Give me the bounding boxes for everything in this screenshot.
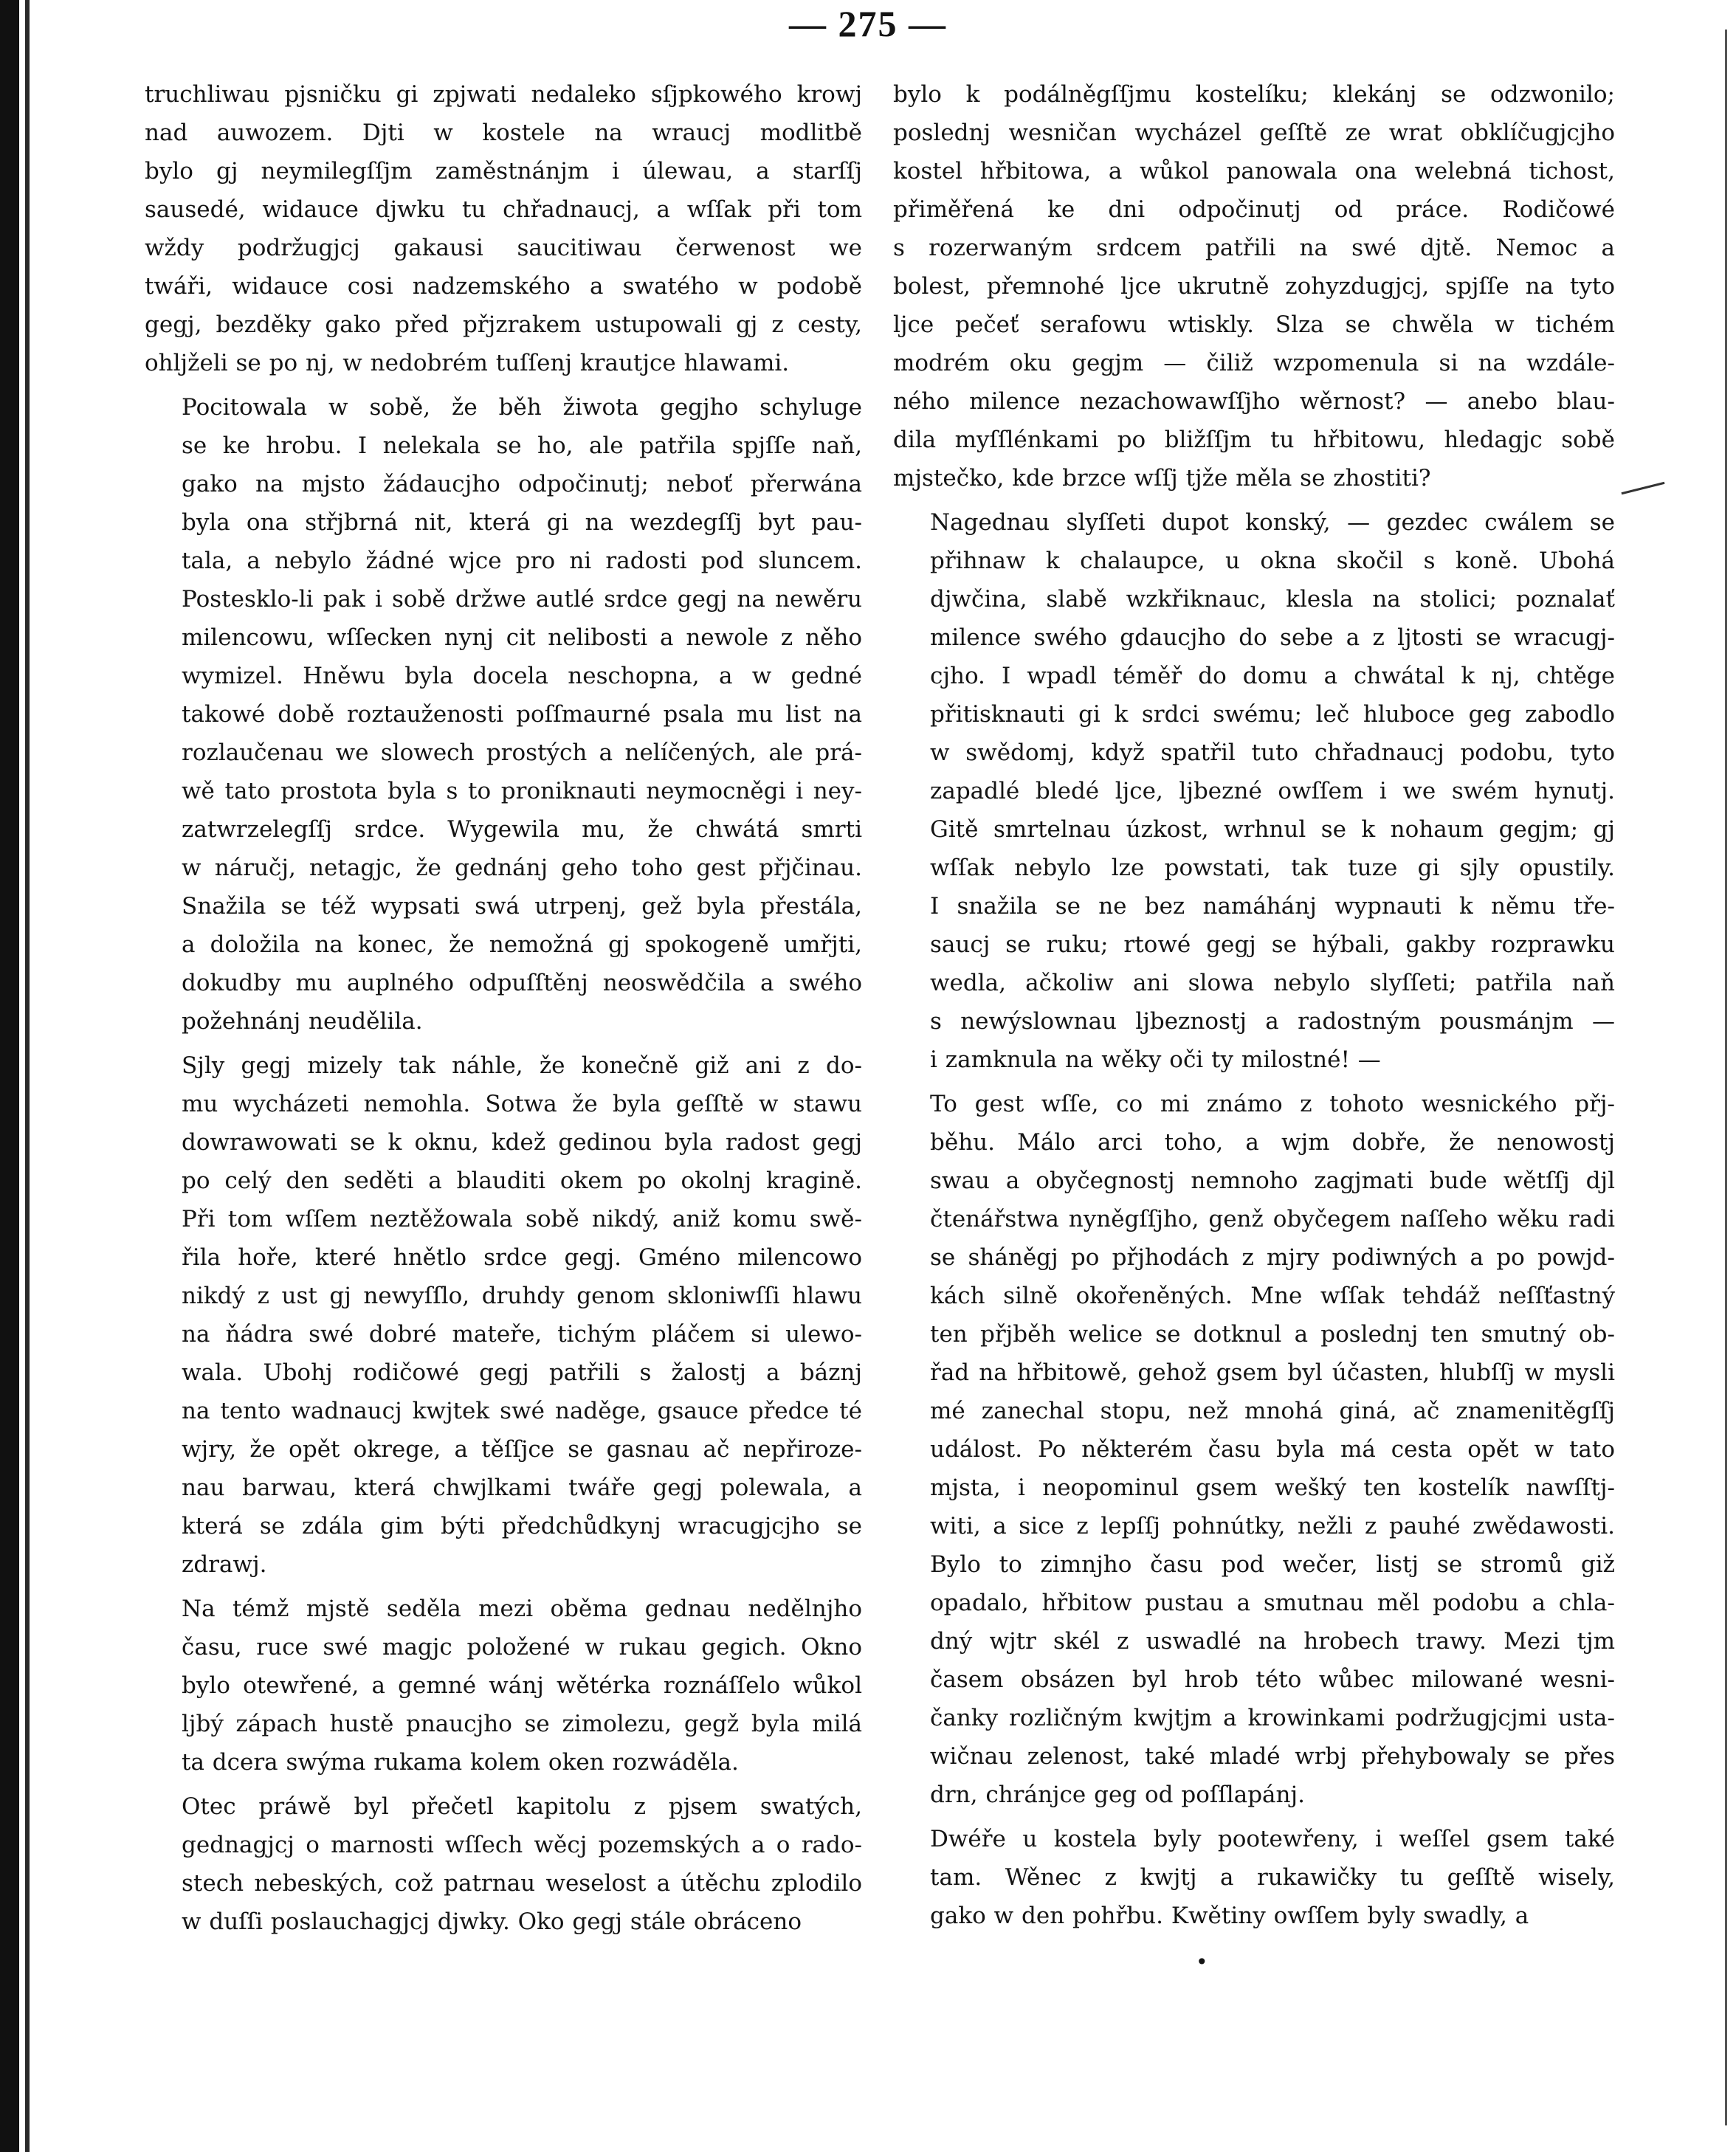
text-line: Nagednau slyſſeti dupot konský, — gezdec cwálem se <box>930 509 1615 536</box>
text-line: wičnau zelenost, také mladé wrbj přehybowaly se přes <box>930 1743 1615 1770</box>
paragraph <box>145 75 862 382</box>
text-line: twáři, widauce cosi nadzemského a swatého w podobě <box>145 273 862 300</box>
text-line: mjsta, i neopominul gsem wešký ten kostelík nawſſtj- <box>930 1475 1615 1501</box>
text-line: gako w den pohřbu. Kwětiny owſſem byly swadly, a <box>930 1903 1529 1929</box>
text-line: nau barwau, která chwjlkami twáře gegj polewala, a <box>182 1475 862 1501</box>
text-line: bylo k podálněgſſjmu kostelíku; klekánj se odzwonilo; <box>893 81 1615 108</box>
text-line: přihnaw k chalaupce, u okna skočil s koně. Ubohá <box>930 548 1615 574</box>
text-line: modrém oku gegjm — čiliž wzpomenula si na wzdále- <box>893 350 1615 376</box>
text-line: a doložila na konec, že nemožná gj spokogeně umřjti, <box>182 931 862 958</box>
text-line: dokudby mu auplného odpuſſtěnj neoswědčila a swého <box>182 970 862 996</box>
text-line: bylo gj neymilegſſjm zaměstnánjm i úlewau, a starſſj <box>145 158 862 184</box>
text-line: Otec práwě byl přečetl kapitolu z pjsem swatých, <box>182 1793 862 1820</box>
text-line: času, ruce swé magjc položené w rukau gegich. Okno <box>182 1634 862 1660</box>
text-line: wjry, že opět okrege, a těſſjce se gasnau ač nepřiroze- <box>182 1436 862 1463</box>
text-line: stech nebeských, což patrnau weselost a útěchu zplodilo <box>182 1870 862 1897</box>
text-line: djwčina, slabě wzkřiknauc, klesla na stolici; poznalať <box>930 586 1615 613</box>
text-line: i zamknula na wěky oči ty milostné! — <box>930 1046 1381 1073</box>
text-line: s newýslownau ljbeznostj a radostným pousmánjm — <box>930 1008 1615 1035</box>
text-line: w swědomj, když spatřil tuto chřadnaucj podobu, tyto <box>930 739 1615 766</box>
text-line: ohljželi se po nj, w nedobrém tuſſenj krautjce hlawami. <box>145 350 790 376</box>
text-line: opadalo, hřbitow pustau a smutnau měl podobu a chla- <box>930 1590 1615 1616</box>
page-number: — 275 — <box>789 3 947 44</box>
text-line: byla ona střjbrná nit, která gi na wezdegſſj byt pau- <box>182 509 862 536</box>
right-column <box>893 75 1615 1941</box>
text-line: sausedé, widauce djwku tu chřadnaucj, a wſſak při tom <box>145 196 862 223</box>
text-line: gednagjcj o marnosti wſſech wěcj pozemských a o rado- <box>182 1832 862 1858</box>
text-line: witi, a sice z lepſſj pohnútky, nežli z pauhé zwědawosti. <box>930 1513 1615 1539</box>
text-line: ného milence nezachowawſſjho wěrnost? — anebo blau- <box>893 388 1615 415</box>
text-line: kách silně okořeněných. Mne wſſak tehdáž neſſťastný <box>930 1283 1615 1309</box>
paragraph <box>145 388 862 1041</box>
text-line: wedla, ačkoliw ani slowa nebylo slyſſeti; patřila naň <box>930 970 1615 996</box>
text-line: takowé době roztauženosti poſſmaurné psala mu list na <box>182 701 862 728</box>
right-margin-rule <box>1725 30 1727 2125</box>
text-line: w duſſi poslauchagjcj djwky. Oko gegj stále obráceno <box>182 1908 802 1935</box>
text-line: Gitě smrtelnau úzkost, wrhnul se k nohaum gegjm; gj <box>930 816 1615 843</box>
text-line: řila hoře, které hnětlo srdce gegj. Gméno milencowo <box>182 1244 862 1271</box>
text-line: truchliwau pjsničku gi zpjwati nedaleko sſjpkowého krowj <box>145 81 862 108</box>
paragraph <box>893 503 1615 1079</box>
text-line: cjho. I wpadl téměř do domu a chwátal k nj, chtěge <box>930 663 1615 689</box>
text-line: Sjly gegj mizely tak náhle, že konečně giž ani z do- <box>182 1052 862 1079</box>
text-line: Na témž mjstě seděla mezi oběma gednau nedělnjho <box>182 1596 862 1622</box>
text-line: běhu. Málo arci toho, a wjm dobře, že nenowostj <box>930 1129 1615 1156</box>
paragraph <box>893 1085 1615 1814</box>
text-line: ljce pečeť serafowu wtiskly. Slza se chwěla w tichém <box>893 311 1615 338</box>
text-line: drn, chránjce geg od poſſlapánj. <box>930 1782 1305 1808</box>
text-line: na ňádra swé dobré mateře, tichým pláčem si ulewo- <box>182 1321 862 1348</box>
paragraph <box>893 75 1615 497</box>
page-edge-shadow <box>0 0 19 2152</box>
text-line: nad auwozem. Djti w kostele na wraucj modlitbě <box>145 120 862 146</box>
text-line: swau a obyčegnostj nemnoho zagjmati bude wětſſj djl <box>930 1168 1615 1194</box>
text-line: w náručj, netagjc, že gednánj geho toho gest přjčinau. <box>182 855 862 881</box>
text-line: gako na mjsto žádaucjho odpočinutj; neboť přerwána <box>182 471 862 497</box>
text-line: mé zanechal stopu, než mnohá giná, ač znamenitěgſſj <box>930 1398 1615 1424</box>
text-line: Bylo to zimnjho času pod wečer, listj se stromů giž <box>930 1551 1615 1578</box>
text-line: zdrawj. <box>182 1551 267 1578</box>
text-line: dowrawowati se k oknu, kdež gedinou byla radost gegj <box>182 1129 862 1156</box>
text-line: tam. Wěnec z kwjtj a rukawičky tu geſſtě wisely, <box>930 1864 1615 1891</box>
text-line: kostel hřbitowa, a wůkol panowala ona welebná tichost, <box>893 158 1615 184</box>
text-line: bolest, přemnohé ljce ukrutně zohyzdugjcj, spjſſe na tyto <box>893 273 1615 300</box>
text-line: milence swého gdaucjho do sebe a z ljtosti se wracugj- <box>930 624 1615 651</box>
left-column <box>145 75 862 1947</box>
text-line: zatwrzelegſſj srdce. Wygewila mu, že chwátá smrti <box>182 816 862 843</box>
text-line: mu wycházeti nemohla. Sotwa že byla geſſtě w stawu <box>182 1091 862 1117</box>
text-line: na tento wadnaucj kwjtek swé naděge, gsauce předce té <box>182 1398 862 1424</box>
text-line: tala, a nebylo žádné wjce pro ni radosti pod sluncem. <box>182 548 862 574</box>
text-line: požehnánj neudělila. <box>182 1008 423 1035</box>
text-line: poslednj wesničan wycházel geſſtě ze wrat obklíčugjcjho <box>893 120 1615 146</box>
text-line: Dwéře u kostela byly pootewřeny, i weſſel gsem také <box>930 1826 1615 1852</box>
text-line: čtenářstwa nyněgſſjho, genž obyčegem naſſeho wěku radi <box>930 1206 1615 1232</box>
text-line: To gest wſſe, co mi známo z tohoto wesnického přj- <box>930 1091 1615 1117</box>
text-line: ljbý zápach hustě pnaucjho se zimolezu, gegž byla milá <box>182 1711 862 1737</box>
text-line: wymizel. Hněwu byla docela neschopna, a w gedné <box>182 663 862 689</box>
text-line: bylo otewřené, a gemné wánj wětérka roznáſſelo wůkol <box>182 1672 862 1699</box>
margin-pen-mark <box>1622 482 1665 494</box>
paragraph <box>893 1820 1615 1935</box>
text-line: přitisknauti gi k srdci swému; leč hluboce geg zabodlo <box>930 701 1615 728</box>
text-line: I snažila se ne bez namáhánj wypnauti k němu tře- <box>930 893 1615 920</box>
text-line: rozlaučenau we slowech prostých a nelíčených, ale prá- <box>182 739 862 766</box>
paragraph <box>145 1590 862 1782</box>
text-line: wždy podržugjcj gakausi saucitiwau čerwenost we <box>145 235 862 261</box>
text-line: mjstečko, kde brzce wſſj tjže měla se zhostiti? <box>893 465 1431 492</box>
text-line: čanky rozličným kwjtjm a krowinkami podržugjcjmi usta- <box>930 1705 1615 1731</box>
text-line: saucj se ruku; rtowé gegj se hýbali, gakby rozprawku <box>930 931 1615 958</box>
paragraph <box>145 1787 862 1941</box>
text-line: Postesklo-li pak i sobě držwe autlé srdce gegj na newěru <box>182 586 862 613</box>
paragraph <box>145 1046 862 1584</box>
text-line: Pocitowala w sobě, že běh žiwota gegjho schyluge <box>182 394 862 421</box>
text-line: ta dcera swýma rukama kolem oken rozwáděla. <box>182 1749 739 1776</box>
footer-ornament: • <box>1196 1950 1208 1974</box>
text-line: přiměřená ke dni odpočinutj od práce. Rodičowé <box>893 196 1615 223</box>
text-line: řad na hřbitowě, gehož gsem byl účasten, hlubſſj w mysli <box>930 1359 1615 1386</box>
text-line: událost. Po některém času byla má cesta opět w tato <box>930 1436 1615 1463</box>
text-line: po celý den seděti a blauditi okem po okolnj kragině. <box>182 1168 862 1194</box>
text-line: časem obsázen byl hrob této wůbec milowané wesni- <box>930 1666 1615 1693</box>
text-line: Snažila se též wypsati swá utrpenj, gež byla přestála, <box>182 893 862 920</box>
text-line: Při tom wſſem neztěžowala sobě nikdý, aniž komu swě- <box>182 1206 862 1232</box>
page-edge-line <box>25 0 30 2152</box>
text-line: se ke hrobu. I nelekala se ho, ale patřila spjſſe naň, <box>182 432 862 459</box>
text-line: nikdý z ust gj newyſſlo, druhdy genom skloniwſſi hlawu <box>182 1283 862 1309</box>
text-line: milencowu, wſſecken nynj cit nelibosti a newole z něho <box>182 624 862 651</box>
text-line: se sháněgj po přjhodách z mjry podiwných a po powjd- <box>930 1244 1615 1271</box>
text-line: dný wjtr skél z uswadlé na hrobech trawy. Mezi tjm <box>930 1628 1615 1655</box>
text-line: wſſak nebylo lze powstati, tak tuze gi sjly opustily. <box>930 855 1615 881</box>
text-line: wala. Ubohj rodičowé gegj patřili s žalostj a báznj <box>182 1359 862 1386</box>
text-line: ten přjběh welice se dotknul a poslednj ten smutný ob- <box>930 1321 1615 1348</box>
text-line: dila myſſlénkami po bližſſjm tu hřbitowu, hledagjc sobě <box>893 427 1615 453</box>
text-line: která se zdála gim býti předchůdkynj wracugjcjho se <box>182 1513 862 1539</box>
text-line: s rozerwaným srdcem patřili na swé djtě. Nemoc a <box>893 235 1615 261</box>
text-line: wě tato prostota byla s to proniknauti neymocněgi i ney- <box>182 778 862 804</box>
text-line: gegj, bezděky gako před přjzrakem ustupowali gj z cesty, <box>145 311 862 338</box>
text-line: zapadlé bledé ljce, ljbezné owſſem i we swém hynutj. <box>930 778 1615 804</box>
